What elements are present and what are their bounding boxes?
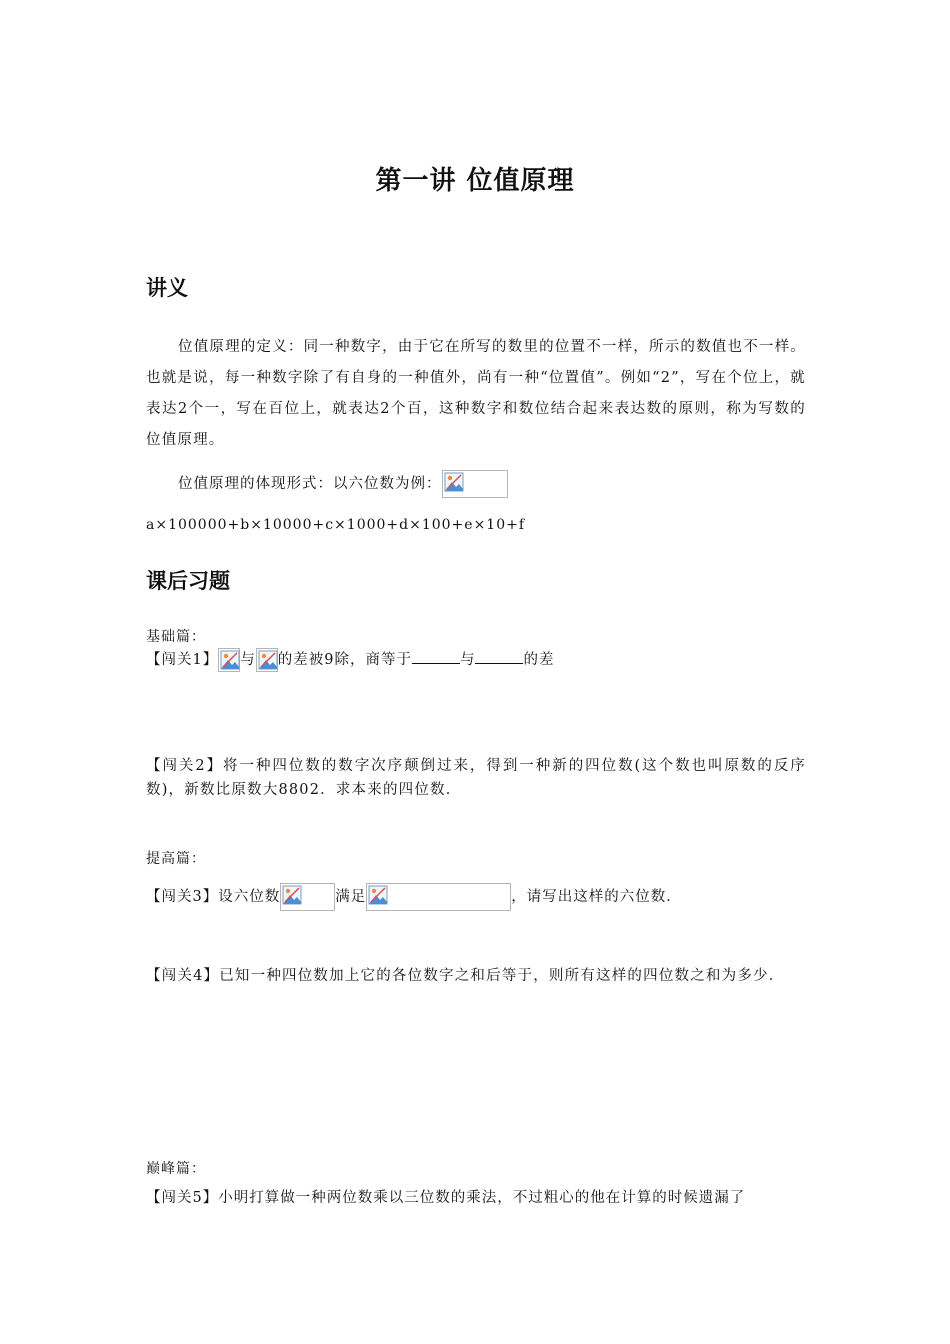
question-1 [146, 648, 554, 672]
question-2 [146, 754, 806, 802]
broken-image-icon [442, 470, 508, 498]
q3-mid: 满足 [335, 889, 367, 905]
answer-blank[interactable] [412, 649, 460, 664]
definition-paragraph [146, 332, 806, 456]
form-line [178, 470, 508, 498]
q3-post: ，请写出这样的六位数． [511, 889, 682, 905]
basic-label: 基础篇： [146, 629, 206, 645]
q4-tag: 【闯关4】 [146, 968, 220, 984]
broken-image-icon [218, 648, 240, 672]
peak-label: 巅峰篇： [146, 1161, 206, 1177]
q3-pre: 设六位数 [218, 889, 281, 905]
broken-image-icon [256, 648, 278, 672]
q1-mid-text: 的差被9除，商等于 [277, 652, 412, 668]
answer-blank[interactable] [475, 649, 523, 664]
definition-text: 位值原理的定义：同一种数字，由于它在所写的数里的位置不一样，所示的数值也不一样。也就是说，每一种数字除了有自身的一种值外，尚有一种“位置值”。例如“2”，写在个位上，就表达2个一，写在百位上，就表达2个百，这种数字和数位结合起来表达数的原则，称为写数的位值原理。 [146, 339, 806, 448]
section-heading-exercises: 课后习题 [146, 569, 230, 593]
broken-image-icon [280, 883, 335, 911]
q1-tail: 的差 [523, 652, 555, 668]
q4-text: 已知一种四位数加上它的各位数字之和后等于，则所有这样的四位数之和为多少． [219, 968, 785, 984]
q2-text: 将一种四位数的数字次序颠倒过来，得到一种新的四位数(这个数也叫原数的反序数)，新数比原数大8802．求本来的四位数． [146, 758, 806, 798]
formula: a×100000+b×10000+c×1000+d×100+e×10+f [146, 517, 526, 533]
question-3 [146, 883, 682, 911]
q1-tag: 【闯关1】 [146, 652, 219, 668]
broken-image-icon [366, 883, 511, 911]
q1-connector: 与 [240, 652, 256, 668]
advanced-label: 提高篇： [146, 851, 206, 867]
question-4 [146, 964, 806, 988]
section-heading-lecture: 讲义 [146, 276, 188, 300]
form-text: 位值原理的体现形式：以六位数为例： [178, 476, 442, 492]
page-title: 第一讲 位值原理 [375, 166, 575, 196]
q1-connector-2: 与 [459, 652, 476, 668]
q2-tag: 【闯关2】 [146, 758, 224, 774]
q3-tag: 【闯关3】 [146, 889, 219, 905]
q5-tag: 【闯关5】 [146, 1190, 219, 1206]
question-5 [146, 1186, 745, 1207]
q5-text: 小明打算做一种两位数乘以三位数的乘法，不过粗心的他在计算的时候遗漏了 [218, 1190, 746, 1206]
